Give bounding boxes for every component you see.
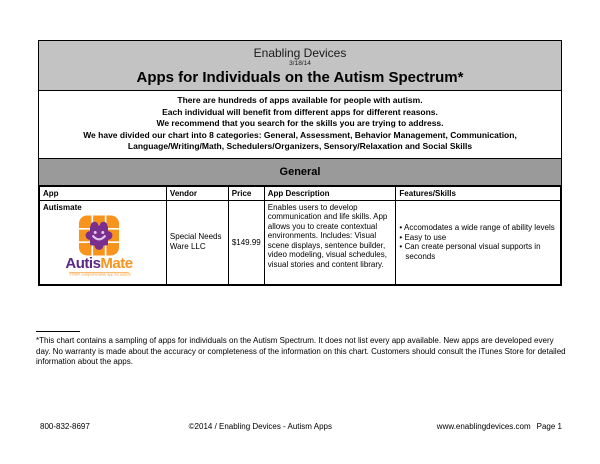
footnote-text: *This chart contains a sampling of apps for individuals on the Autism Spectrum. It does not list every app available. New apps are developed every day. No warranty is made about the accuracy or completeness of the information on this chart. Customers should consult the iTunes Store for detailed information about the apps.	[36, 336, 566, 366]
footnote-separator-line	[36, 331, 80, 332]
footnote	[36, 331, 568, 368]
footer-phone: 800-832-8697	[40, 422, 90, 431]
chart-date: 3/18/14	[289, 60, 311, 67]
intro-paragraph	[39, 91, 561, 159]
apps-table	[39, 186, 561, 285]
feature-item: • Easy to use	[399, 233, 557, 243]
footer-copyright: ©2014 / Enabling Devices - Autism Apps	[188, 422, 332, 431]
feature-item: • Can create personal visual supports in seconds	[399, 242, 557, 261]
feature-item: • Accomodates a wide range of ability levels	[399, 223, 557, 233]
column-header-description: App Description	[264, 186, 396, 200]
column-header-vendor: Vendor	[166, 186, 228, 200]
intro-line: Language/Writing/Math, Schedulers/Organizers, Sensory/Relaxation and Social Skills	[127, 141, 473, 151]
autismate-puzzle-app-icon	[77, 215, 121, 256]
chart-header	[39, 41, 561, 91]
table-row	[40, 200, 561, 284]
footer-right	[431, 422, 562, 431]
footer-website: www.enablingdevices.com	[436, 422, 531, 431]
page-footer	[40, 422, 562, 431]
app-cell	[40, 200, 167, 284]
vendor-cell: Special Needs Ware LLC	[166, 200, 228, 284]
apps-chart	[38, 40, 562, 286]
intro-line: There are hundreds of apps available for people with autism.	[177, 95, 423, 105]
app-name: Autismate	[43, 202, 82, 212]
features-cell	[396, 200, 561, 284]
organization-name: Enabling Devices	[253, 46, 347, 60]
description-cell: Enables users to develop communication and life skills. App allows you to create contextual environments. Includes: Visual scene displays, sentence builder, video modeling, visual schedules, visual stories and content library.	[264, 200, 396, 284]
price-cell: $149.99	[228, 200, 264, 284]
section-header-general: General	[39, 159, 561, 186]
page-title: Apps for Individuals on the Autism Spectrum*	[136, 69, 464, 86]
footer-page-number: Page 1	[536, 422, 562, 431]
intro-line: We have divided our chart into 8 categories: General, Assessment, Behavior Management, Communication,	[83, 129, 517, 140]
column-header-app: App	[40, 186, 167, 200]
intro-line: We recommend that you search for the skills you are trying to address.	[156, 118, 444, 128]
column-header-features: Features/Skills	[396, 186, 561, 200]
intro-line: Each individual will benefit from different apps for different reasons.	[162, 106, 438, 117]
autismate-logo	[51, 215, 147, 280]
column-header-price: Price	[228, 186, 264, 200]
autismate-tagline: YOUR comprehensive app for autism	[69, 272, 131, 277]
table-header-row	[40, 186, 561, 200]
autismate-wordmark: AutisMate	[65, 254, 133, 272]
